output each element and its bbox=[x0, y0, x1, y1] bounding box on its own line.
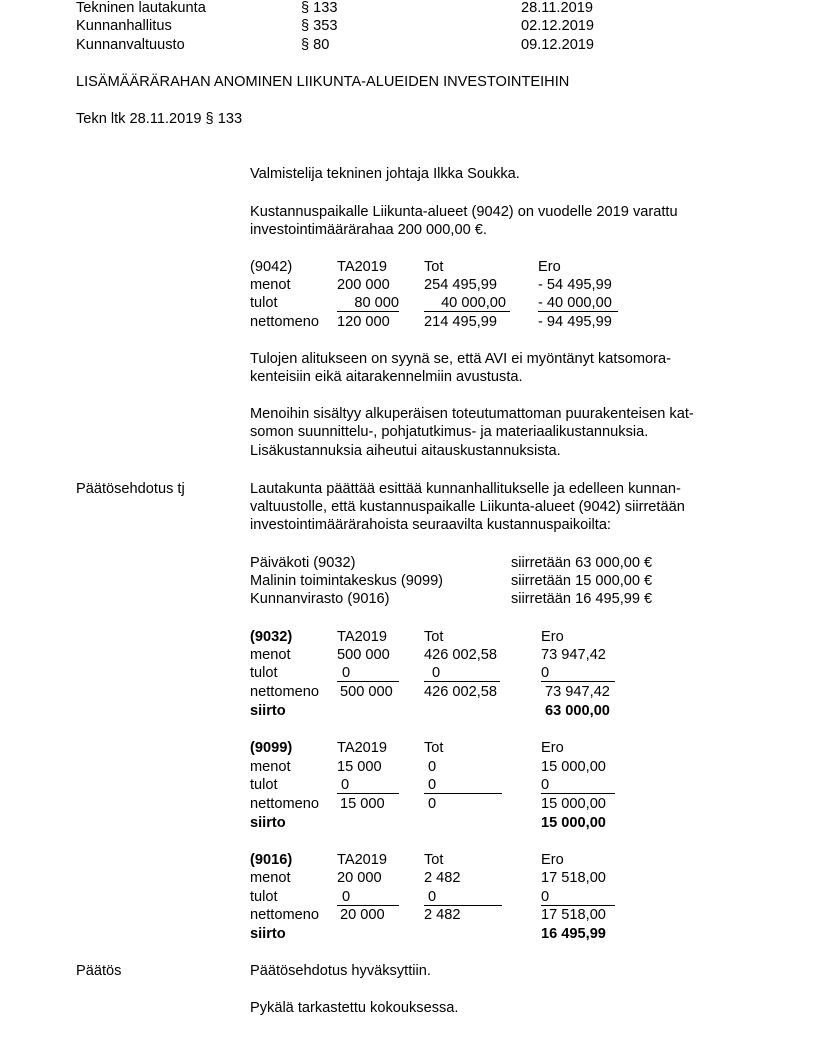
transfer-amount-2: siirretään 15 000,00 € bbox=[511, 573, 653, 589]
table-9032-netto-ero: 73 947,42 bbox=[545, 684, 610, 700]
table-9032-siirto-label: siirto bbox=[250, 703, 286, 719]
table-9099-siirto-label: siirto bbox=[250, 815, 286, 831]
transfer-name-1: Päiväkoti (9032) bbox=[250, 555, 356, 571]
header-section-1: § 133 bbox=[301, 0, 338, 16]
table-9042-netto-label: nettomeno bbox=[250, 314, 319, 330]
table-9016-tulot-ta: 0 bbox=[337, 889, 399, 906]
budget-text-line-1: Kustannuspaikalle Liikunta-alueet (9042) on vuodelle 2019 varattu bbox=[250, 204, 678, 220]
table-9042-head-tot: Tot bbox=[424, 259, 444, 275]
table-9016-siirto-label: siirto bbox=[250, 926, 286, 942]
transfer-amount-1: siirretään 63 000,00 € bbox=[511, 555, 653, 571]
table-9042-code: (9042) bbox=[250, 259, 293, 275]
table-9016-netto-tot: 2 482 bbox=[424, 907, 461, 923]
header-body-3: Kunnanvaltuusto bbox=[76, 37, 185, 53]
table-9032-head-ta: TA2019 bbox=[337, 629, 388, 645]
table-9042-menot-label: menot bbox=[250, 277, 291, 293]
header-date-2: 02.12.2019 bbox=[521, 18, 595, 34]
table-9016-siirto-value: 16 495,99 bbox=[541, 926, 606, 942]
table-9016-netto-ta: 20 000 bbox=[340, 907, 385, 923]
table-9016-netto-label: nettomeno bbox=[250, 907, 319, 923]
table-9016-code: (9016) bbox=[250, 852, 293, 868]
preparer-line: Valmistelija tekninen johtaja Ilkka Soukka. bbox=[250, 166, 520, 182]
table-9016-menot-label: menot bbox=[250, 870, 291, 886]
table-9099-tulot-ero: 0 bbox=[541, 777, 615, 794]
table-9032-menot-tot: 426 002,58 bbox=[424, 647, 498, 663]
table-9032-head-ero: Ero bbox=[541, 629, 564, 645]
table-9099-menot-ta: 15 000 bbox=[337, 759, 382, 775]
table-9016-head-ta: TA2019 bbox=[337, 852, 388, 868]
transfer-amount-3: siirretään 16 495,99 € bbox=[511, 591, 653, 607]
table-9032-menot-ta: 500 000 bbox=[337, 647, 390, 663]
decision-text: Päätösehdotus hyväksyttiin. bbox=[250, 963, 431, 979]
table-9099-head-ta: TA2019 bbox=[337, 740, 388, 756]
table-9016-head-tot: Tot bbox=[424, 852, 444, 868]
table-9032-menot-label: menot bbox=[250, 647, 291, 663]
table-9042-netto-ero: - 94 495,99 bbox=[538, 314, 612, 330]
table-9099-netto-ta: 15 000 bbox=[340, 796, 385, 812]
proposal-line-2: valtuustolle, että kustannuspaikalle Liikunta-alueet (9042) siirretään bbox=[250, 499, 685, 515]
expense-reason-line-2: somon suunnittelu-, pohjatutkimus- ja materiaalikustannuksia. bbox=[250, 424, 649, 440]
table-9032-netto-tot: 426 002,58 bbox=[424, 684, 498, 700]
table-9042-menot-tot: 254 495,99 bbox=[424, 277, 498, 293]
table-9016-tulot-label: tulot bbox=[250, 889, 278, 905]
header-body-1: Tekninen lautakunta bbox=[76, 0, 206, 16]
table-9042-tulot-tot: 40 000,00 bbox=[424, 295, 510, 312]
budget-text-line-2: investointimäärärahaa 200 000,00 €. bbox=[250, 222, 487, 238]
proposal-label: Päätösehdotus tj bbox=[76, 481, 185, 497]
table-9016-menot-ero: 17 518,00 bbox=[541, 870, 606, 886]
header-date-1: 28.11.2019 bbox=[521, 0, 593, 16]
table-9016-netto-ero: 17 518,00 bbox=[541, 907, 606, 923]
table-9099-netto-label: nettomeno bbox=[250, 796, 319, 812]
table-9099-menot-label: menot bbox=[250, 759, 291, 775]
table-9099-tulot-ta: 0 bbox=[337, 777, 399, 794]
header-date-3: 09.12.2019 bbox=[521, 37, 595, 53]
table-9016-tulot-ero: 0 bbox=[541, 889, 615, 906]
table-9032-code: (9032) bbox=[250, 629, 293, 645]
table-9016-tulot-tot: 0 bbox=[424, 889, 502, 906]
income-reason-line-1: Tulojen alitukseen on syynä se, että AVI ei myöntänyt katsomora- bbox=[250, 351, 672, 367]
table-9099-siirto-value: 15 000,00 bbox=[541, 815, 606, 831]
table-9032-siirto-value: 63 000,00 bbox=[545, 703, 610, 719]
header-section-3: § 80 bbox=[301, 37, 330, 53]
decision-label: Päätös bbox=[76, 963, 122, 979]
proposal-line-1: Lautakunta päättää esittää kunnanhallitukselle ja edelleen kunnan- bbox=[250, 481, 681, 497]
table-9032-tulot-ero: 0 bbox=[541, 665, 615, 682]
table-9032-head-tot: Tot bbox=[424, 629, 444, 645]
table-9042-menot-ero: - 54 495,99 bbox=[538, 277, 612, 293]
table-9042-tulot-label: tulot bbox=[250, 295, 278, 311]
expense-reason-line-1: Menoihin sisältyy alkuperäisen toteutumattoman puurakenteisen kat- bbox=[250, 406, 694, 422]
table-9032-tulot-ta: 0 bbox=[337, 665, 399, 682]
proposal-line-3: investointimäärärahoista seuraavilta kustannuspaikoilta: bbox=[250, 517, 611, 533]
table-9042-tulot-ta: 80 000 bbox=[337, 295, 399, 312]
expense-reason-line-3: Lisäkustannuksia aiheutui aitauskustannuksista. bbox=[250, 443, 561, 459]
table-9099-menot-ero: 15 000,00 bbox=[541, 759, 606, 775]
table-9099-menot-tot: 0 bbox=[428, 759, 437, 775]
table-9032-tulot-label: tulot bbox=[250, 665, 278, 681]
table-9016-menot-tot: 2 482 bbox=[424, 870, 461, 886]
table-9042-head-ta: TA2019 bbox=[337, 259, 388, 275]
table-9042-tulot-ero: - 40 000,00 bbox=[538, 295, 618, 312]
transfer-name-3: Kunnanvirasto (9016) bbox=[250, 591, 390, 607]
review-note: Pykälä tarkastettu kokouksessa. bbox=[250, 1000, 459, 1016]
table-9016-head-ero: Ero bbox=[541, 852, 564, 868]
table-9099-netto-tot: 0 bbox=[428, 796, 437, 812]
table-9099-head-tot: Tot bbox=[424, 740, 444, 756]
table-9099-netto-ero: 15 000,00 bbox=[541, 796, 606, 812]
table-9042-netto-tot: 214 495,99 bbox=[424, 314, 498, 330]
table-9042-netto-ta: 120 000 bbox=[337, 314, 390, 330]
header-body-2: Kunnanhallitus bbox=[76, 18, 172, 34]
table-9032-tulot-tot: 0 bbox=[424, 665, 500, 682]
table-9032-netto-label: nettomeno bbox=[250, 684, 319, 700]
table-9099-tulot-label: tulot bbox=[250, 777, 278, 793]
transfer-name-2: Malinin toimintakeskus (9099) bbox=[250, 573, 444, 589]
table-9016-menot-ta: 20 000 bbox=[337, 870, 382, 886]
table-9099-code: (9099) bbox=[250, 740, 293, 756]
table-9032-netto-ta: 500 000 bbox=[340, 684, 393, 700]
header-section-2: § 353 bbox=[301, 18, 338, 34]
table-9042-menot-ta: 200 000 bbox=[337, 277, 390, 293]
table-9099-tulot-tot: 0 bbox=[424, 777, 502, 794]
income-reason-line-2: kenteisiin eikä aitarakennelmiin avustusta. bbox=[250, 369, 523, 385]
meeting-reference: Tekn ltk 28.11.2019 § 133 bbox=[76, 111, 243, 127]
table-9042-head-ero: Ero bbox=[538, 259, 561, 275]
table-9032-menot-ero: 73 947,42 bbox=[541, 647, 606, 663]
table-9099-head-ero: Ero bbox=[541, 740, 564, 756]
document-title: LISÄMÄÄRÄRAHAN ANOMINEN LIIKUNTA-ALUEIDEN INVESTOINTEIHIN bbox=[76, 74, 570, 90]
